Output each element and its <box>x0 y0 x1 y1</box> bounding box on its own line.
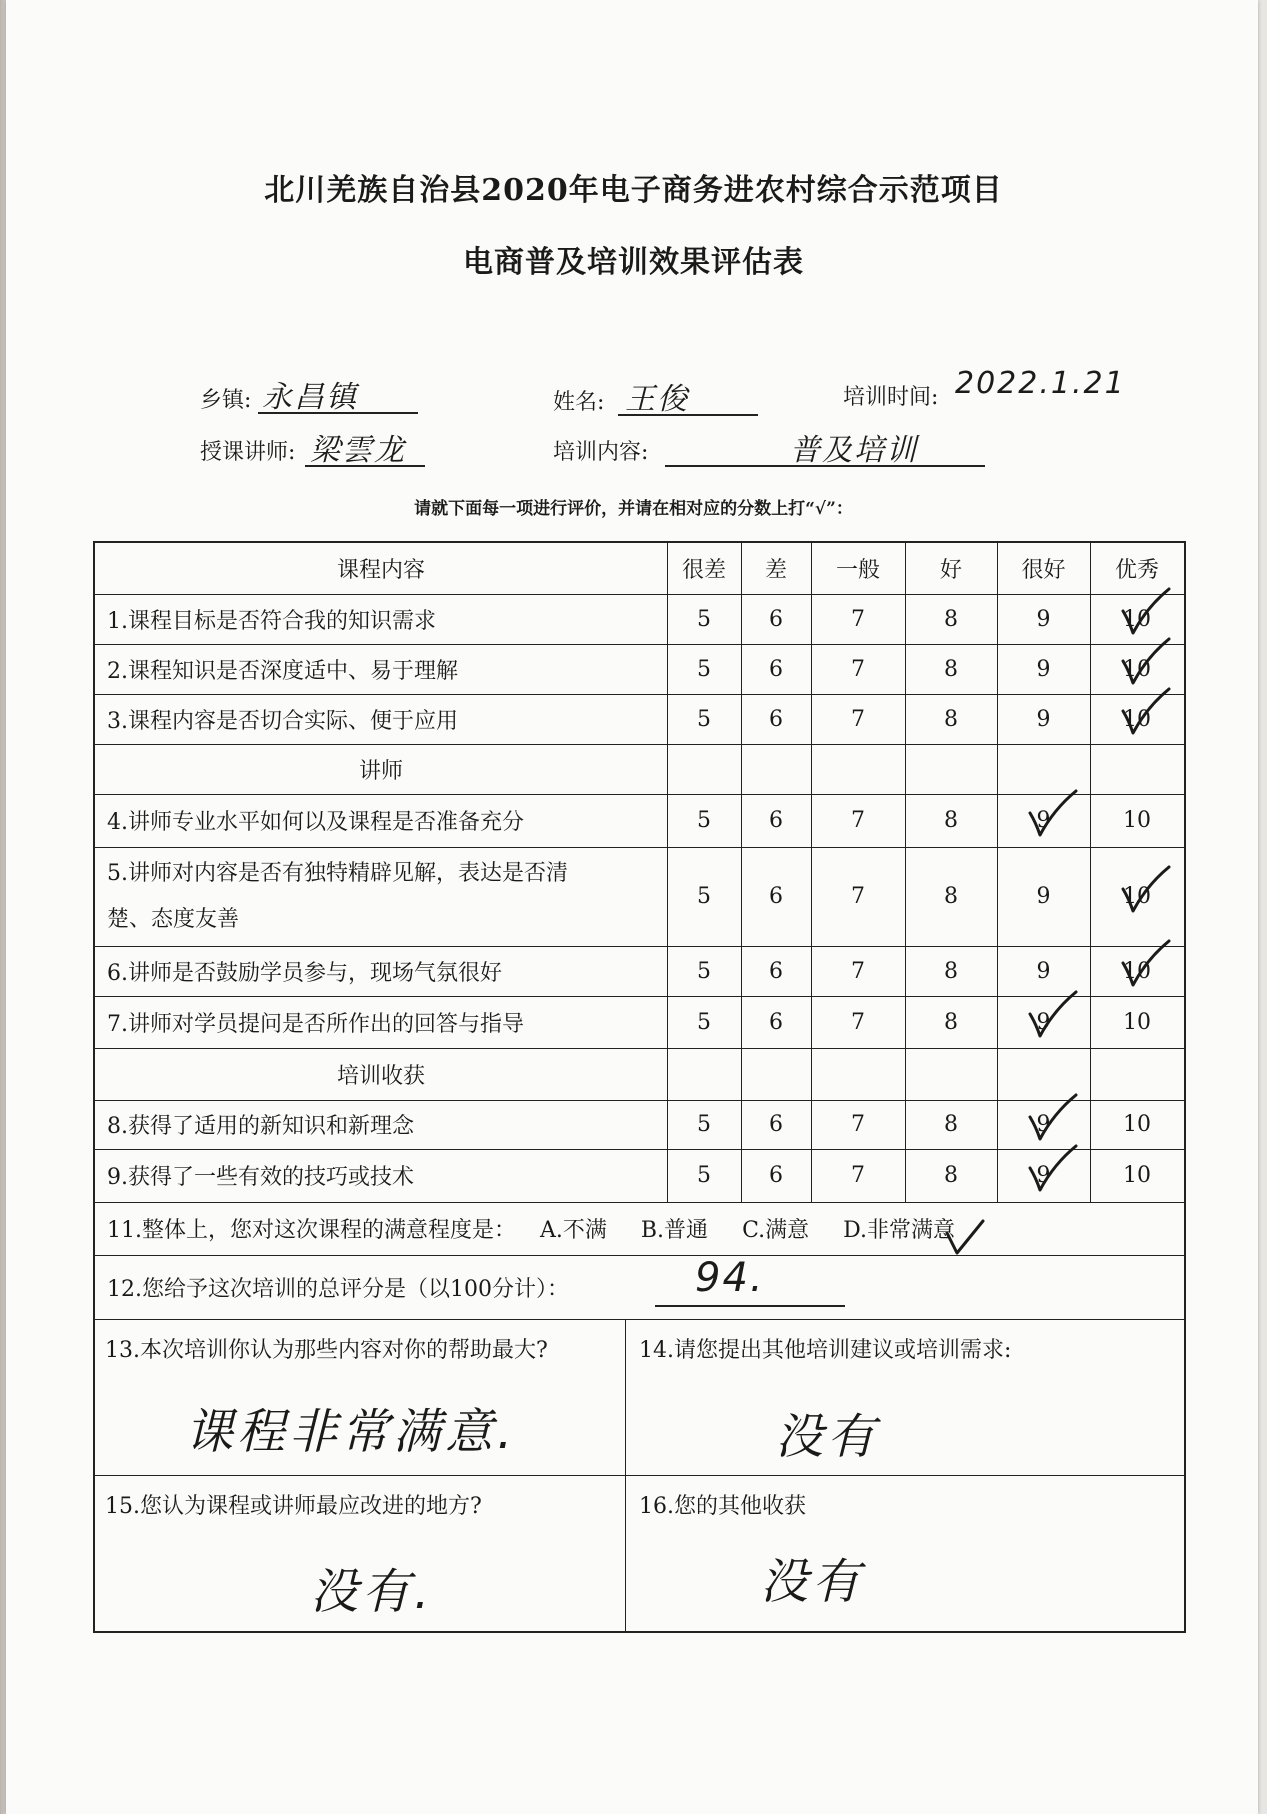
q14-answer[interactable]: 没有 <box>775 1409 880 1465</box>
q16-text: 16.您的其他收获 <box>639 1494 806 1519</box>
check-mark <box>1117 937 1173 993</box>
q12-score-value[interactable]: 94. <box>695 1255 765 1301</box>
q11-option-d[interactable]: D.非常满意 <box>843 1218 955 1243</box>
score-option[interactable]: 5 <box>697 958 711 984</box>
teacher-underline <box>305 465 425 467</box>
score-option[interactable]: 10 <box>1123 884 1151 909</box>
score-option[interactable]: 10 <box>1123 1009 1151 1035</box>
score-option[interactable]: 9 <box>1036 606 1051 632</box>
score-option[interactable]: 7 <box>851 606 865 632</box>
check-mark <box>1024 1091 1080 1147</box>
town-label: 乡镇: <box>200 388 252 413</box>
score-option[interactable]: 5 <box>697 656 711 682</box>
q14-text: 14.请您提出其他培训建议或培训需求: <box>639 1338 1012 1363</box>
score-option[interactable]: 8 <box>944 958 958 984</box>
score-option[interactable]: 10 <box>1123 1163 1151 1188</box>
header-rating-very-poor: 很差 <box>681 558 726 583</box>
form-title-line2: 电商普及培训效果评估表 <box>463 245 804 280</box>
score-option[interactable]: 9 <box>1036 884 1051 909</box>
training-time-value[interactable]: 2022.1.21 <box>955 366 1126 401</box>
score-option[interactable]: 10 <box>1123 1112 1151 1137</box>
score-option[interactable]: 10 <box>1123 606 1151 632</box>
instruction-text: 请就下面每一项进行评价，并请在相对应的分数上打“√”： <box>414 499 853 519</box>
item-label: 6.讲师是否鼓励学员参与，现场气氛很好 <box>107 960 502 986</box>
header-course-content: 课程内容 <box>336 558 425 583</box>
item-label: 1.课程目标是否符合我的知识需求 <box>107 608 436 634</box>
score-option[interactable]: 7 <box>851 656 865 682</box>
item-label: 2.课程知识是否深度适中、易于理解 <box>107 658 458 684</box>
score-option[interactable]: 10 <box>1123 808 1151 833</box>
score-option[interactable]: 6 <box>769 958 783 984</box>
header-rating-excellent: 优秀 <box>1114 558 1159 583</box>
q12-score-underline <box>655 1305 845 1307</box>
q16-answer[interactable]: 没有 <box>760 1554 865 1610</box>
item-label: 8.获得了适用的新知识和新理念 <box>107 1114 414 1139</box>
score-option[interactable]: 6 <box>769 656 783 682</box>
score-option[interactable]: 7 <box>851 1009 865 1035</box>
score-option[interactable]: 8 <box>944 884 958 909</box>
q12-text: 12.您给予这次培训的总评分是（以100分计）： <box>107 1276 569 1302</box>
teacher-label: 授课讲师: <box>200 440 296 465</box>
score-option[interactable]: 8 <box>944 606 958 632</box>
score-option[interactable]: 7 <box>851 958 865 984</box>
item-label: 3.课程内容是否切合实际、便于应用 <box>107 708 458 734</box>
q13-answer[interactable]: 课程非常满意. <box>185 1404 517 1460</box>
q11-text: 11.整体上，您对这次课程的满意程度是： <box>107 1218 516 1243</box>
score-option[interactable]: 7 <box>851 808 865 833</box>
grid-hline <box>95 1475 1184 1476</box>
teacher-value[interactable]: 梁雲龙 <box>310 433 406 468</box>
item-label: 4.讲师专业水平如何以及课程是否准备充分 <box>107 810 524 835</box>
score-option[interactable]: 8 <box>944 1163 958 1188</box>
score-option[interactable]: 9 <box>1036 1112 1051 1137</box>
training-content-value[interactable]: 普及培训 <box>790 433 918 468</box>
check-mark <box>1024 1142 1080 1198</box>
grid-vline <box>625 1319 626 1631</box>
item-label: 7.讲师对学员提问是否所作出的回答与指导 <box>107 1011 524 1037</box>
name-label: 姓名: <box>553 390 605 415</box>
score-option[interactable]: 7 <box>851 884 865 909</box>
header-rating-poor: 差 <box>764 558 787 583</box>
score-option[interactable]: 8 <box>944 656 958 682</box>
score-option[interactable]: 5 <box>697 1009 711 1035</box>
q11-option-c[interactable]: C.满意 <box>742 1218 810 1243</box>
q11-check-mark <box>943 1219 987 1259</box>
score-option[interactable]: 8 <box>944 706 958 732</box>
score-option[interactable]: 8 <box>944 1112 958 1137</box>
score-option[interactable]: 5 <box>697 884 711 909</box>
score-option[interactable]: 6 <box>769 706 783 732</box>
score-option[interactable]: 9 <box>1036 706 1051 732</box>
section-teacher: 讲师 <box>358 758 403 784</box>
q11-row <box>95 1202 1184 1255</box>
score-option[interactable]: 5 <box>697 706 711 732</box>
item-label <box>95 847 667 946</box>
score-option[interactable]: 6 <box>769 1112 783 1137</box>
score-option[interactable]: 6 <box>769 884 783 909</box>
score-option[interactable]: 10 <box>1123 706 1151 732</box>
check-mark <box>1117 635 1173 691</box>
score-option[interactable]: 10 <box>1123 958 1151 984</box>
item-label-line2: 楚、态度友善 <box>107 906 240 932</box>
score-option[interactable]: 8 <box>944 808 958 833</box>
town-value[interactable]: 永昌镇 <box>262 380 358 415</box>
q12-row <box>95 1255 1184 1319</box>
section-harvest: 培训收获 <box>336 1063 425 1089</box>
score-option[interactable]: 7 <box>851 706 865 732</box>
town-underline <box>258 412 418 414</box>
q11-option-a[interactable]: A.不满 <box>540 1218 607 1243</box>
check-mark <box>1024 787 1080 843</box>
header-rating-average: 一般 <box>835 558 880 583</box>
training-content-underline <box>665 465 985 467</box>
score-option[interactable]: 9 <box>1036 958 1051 984</box>
item-label-line1: 5.讲师对内容是否有独特精辟见解，表达是否清 <box>107 860 568 886</box>
q11-option-b[interactable]: B.普通 <box>640 1218 709 1243</box>
score-option[interactable]: 5 <box>697 808 711 833</box>
q15-text: 15.您认为课程或讲师最应改进的地方? <box>105 1494 482 1519</box>
check-mark <box>1117 863 1173 919</box>
score-option[interactable]: 8 <box>944 1009 958 1035</box>
q15-answer[interactable]: 没有. <box>310 1564 434 1620</box>
score-option[interactable]: 7 <box>851 1163 865 1188</box>
score-option[interactable]: 9 <box>1036 1163 1051 1188</box>
score-option[interactable]: 10 <box>1123 656 1151 682</box>
score-option[interactable]: 7 <box>851 1112 865 1137</box>
header-rating-very-good: 很好 <box>1021 558 1066 583</box>
header-rating-good: 好 <box>939 558 962 583</box>
score-option[interactable]: 9 <box>1036 1009 1051 1035</box>
name-value[interactable]: 王俊 <box>625 382 689 417</box>
check-mark <box>1117 685 1173 741</box>
item-label: 9.获得了一些有效的技巧或技术 <box>107 1165 414 1190</box>
score-option[interactable]: 9 <box>1036 656 1051 682</box>
score-option[interactable]: 5 <box>697 1112 711 1137</box>
training-time-label: 培训时间: <box>843 385 939 410</box>
q13-text: 13.本次培训你认为那些内容对你的帮助最大? <box>105 1338 548 1363</box>
score-option[interactable]: 6 <box>769 606 783 632</box>
score-option[interactable]: 6 <box>769 1009 783 1035</box>
training-content-label: 培训内容: <box>553 440 649 465</box>
grid-hline <box>95 1319 1184 1320</box>
check-mark <box>1024 988 1080 1044</box>
score-option[interactable]: 6 <box>769 1163 783 1188</box>
form-title-line1: 北川羌族自治县2020年电子商务进农村综合示范项目 <box>264 173 1003 208</box>
score-option[interactable]: 6 <box>769 808 783 833</box>
name-underline <box>618 414 758 416</box>
score-option[interactable]: 9 <box>1036 808 1051 833</box>
evaluation-table <box>93 541 1186 1633</box>
score-option[interactable]: 5 <box>697 606 711 632</box>
score-option[interactable]: 5 <box>697 1163 711 1188</box>
check-mark <box>1117 585 1173 641</box>
